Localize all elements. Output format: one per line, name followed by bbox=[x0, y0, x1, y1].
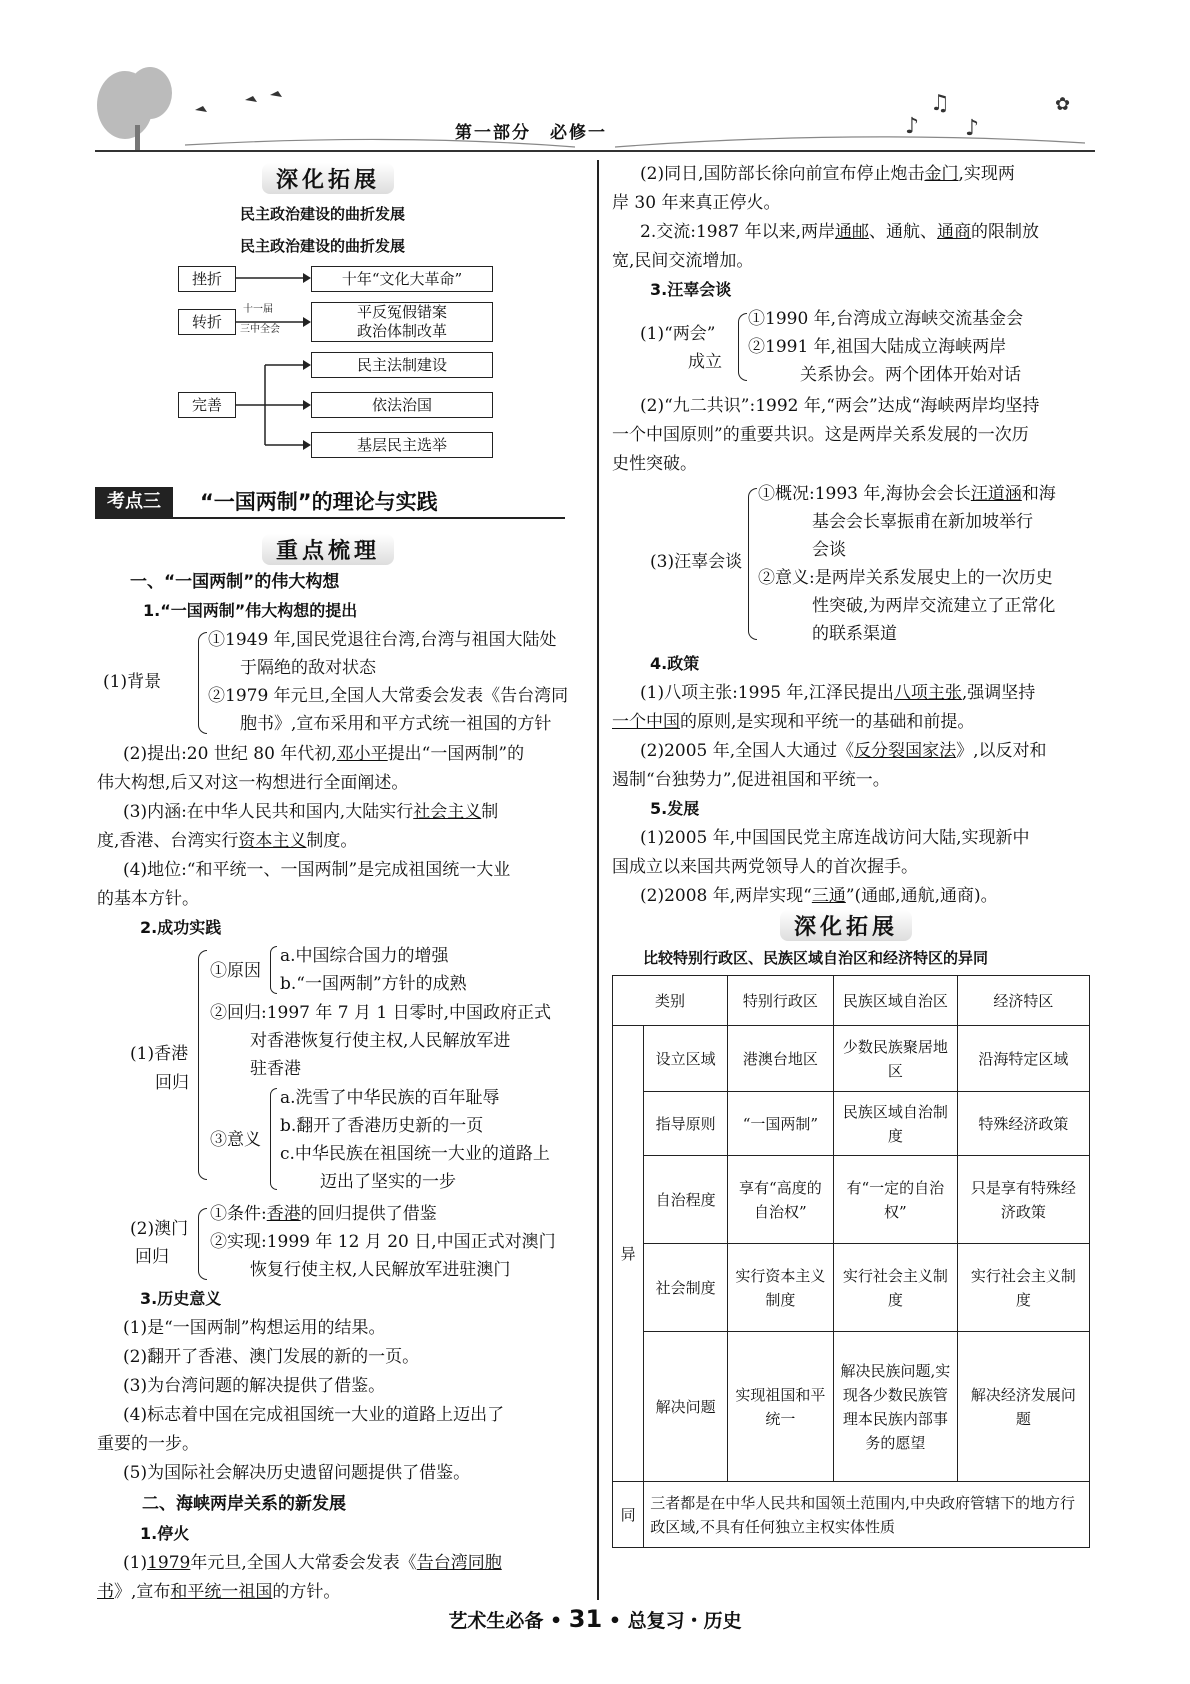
three-links: 三通 bbox=[811, 886, 846, 906]
row-label: 社会制度 bbox=[644, 1244, 728, 1332]
section-banner-deepen: 深化拓展 bbox=[262, 163, 394, 194]
table-title: 比较特别行政区、民族区域自治区和经济特区的异同 bbox=[643, 949, 989, 967]
flow-text-rehabilitate: 平反冤假错案 bbox=[356, 303, 447, 321]
hk-sig-b: b.翻开了香港历史新的一页 bbox=[280, 1116, 484, 1136]
bg-item-1a: ①1949 年,国民党退往台湾,台湾与祖国大陆处 bbox=[208, 630, 557, 650]
flow-node-improve: 完善 bbox=[178, 392, 236, 418]
status-line-2: 的基本方针。 bbox=[97, 889, 199, 909]
brace-hk-reason bbox=[270, 946, 277, 994]
consensus-2: 一个中国原则”的重要共识。这是两岸关系发展的一次历 bbox=[612, 425, 1029, 445]
talks-meaning-1: ②意义:是两岸关系发展史上的一次历史 bbox=[758, 568, 1053, 588]
svg-text:✿: ✿ bbox=[1055, 94, 1071, 115]
arrow-label-session-b: 三中全会 bbox=[240, 324, 280, 335]
svg-text:♪: ♪ bbox=[905, 114, 920, 139]
flow-node-cultural-revolution: 十年“文化大革命” bbox=[311, 266, 493, 292]
table-header-row bbox=[613, 976, 1090, 1026]
ceasefire-text-4: 的方针。 bbox=[272, 1582, 341, 1602]
brace-hk-significance bbox=[270, 1088, 277, 1190]
macau-realize-1: ②实现:1999 年 12 月 20 日,中国正式对澳门 bbox=[210, 1232, 556, 1252]
table-row bbox=[613, 1332, 1090, 1482]
diff-label: 异 bbox=[613, 1026, 644, 1482]
row-label: 设立区域 bbox=[644, 1026, 728, 1092]
svg-text:♪: ♪ bbox=[965, 116, 980, 141]
bg-item-2b: 胞书》,宣布采用和平方式统一祖国的方针 bbox=[240, 714, 552, 734]
letter-title: 告台湾同胞 bbox=[416, 1553, 502, 1573]
kaodian-tag: 考点三 bbox=[95, 487, 173, 517]
eight-points: 八项主张 bbox=[893, 683, 962, 703]
talks-overview-cont: 和海 bbox=[1021, 484, 1056, 504]
macau-condition bbox=[210, 1200, 437, 1228]
brace-talks bbox=[748, 488, 757, 640]
flow-subtitle-1: 民主政治建设的曲折发展 bbox=[240, 205, 406, 223]
hk-sig-a: a.洗雪了中华民族的百年耻辱 bbox=[280, 1088, 500, 1108]
hk-sig-c1: c.中华民族在祖国统一大业的道路上 bbox=[280, 1144, 550, 1164]
flow-node-grassroots: 基层民主选举 bbox=[311, 432, 493, 458]
cell: 解决民族问题,实现各少数民族管理本民族内部事务的愿望 bbox=[833, 1332, 957, 1482]
significance-4b: 重要的一步。 bbox=[97, 1434, 199, 1454]
arrow-label-session-a: 十一届 bbox=[243, 304, 273, 315]
header-ethnic: 民族区域自治区 bbox=[833, 976, 957, 1026]
macau-label-2: 回归 bbox=[135, 1247, 169, 1267]
cell: 少数民族聚居地区 bbox=[833, 1026, 957, 1092]
cell: 实行社会主义制度 bbox=[957, 1244, 1089, 1332]
consensus-1: (2)“九二共识”:1992 年,“两会”达成“海峡两岸均坚持 bbox=[640, 396, 1040, 416]
hk-sig-c2: 迈出了坚实的一步 bbox=[320, 1172, 456, 1192]
capitalism: 资本主义 bbox=[238, 831, 307, 851]
hk-return-3: 驻香港 bbox=[250, 1059, 301, 1079]
cell: 沿海特定区域 bbox=[957, 1026, 1089, 1092]
footer-right: 总复习・历史 bbox=[627, 1610, 742, 1632]
policy-2-line-2: 遏制“台独势力”,促进祖国和平统一。 bbox=[612, 770, 890, 790]
flow-node-setback: 挫折 bbox=[178, 266, 236, 292]
hk-return-1: ②回归:1997 年 7 月 1 日零时,中国政府正式 bbox=[210, 1003, 552, 1023]
hk-significance-label: ③意义 bbox=[210, 1130, 261, 1150]
policy-1-text: (1)八项主张:1995 年,江泽民提出 bbox=[640, 683, 894, 703]
cell: 特殊经济政策 bbox=[957, 1092, 1089, 1156]
flow-node-legal: 民主法制建设 bbox=[311, 352, 493, 378]
heading-wang-koo: 3.汪辜会谈 bbox=[650, 280, 732, 299]
proposal-line-1 bbox=[123, 740, 524, 768]
hk-label-2: 回归 bbox=[155, 1073, 189, 1093]
cell: 享有“高度的自治权” bbox=[727, 1156, 833, 1244]
policy-1-line-2 bbox=[612, 708, 974, 736]
trade: 通商 bbox=[937, 222, 972, 242]
proposal-line-2: 伟大构想,后又对这一构想进行全面阐述。 bbox=[97, 773, 409, 793]
ceasefire-text-2: 年元旦,全国人大常委会发表《 bbox=[190, 1553, 417, 1573]
footer: 艺术生必备 • 31 • 总复习・历史 bbox=[448, 1605, 742, 1633]
talks-meaning-3: 的联系渠道 bbox=[812, 624, 897, 644]
talks-label: (3)汪辜会谈 bbox=[650, 552, 743, 572]
header-sar: 特别行政区 bbox=[727, 976, 833, 1026]
header-rule bbox=[95, 150, 1095, 152]
exchange-line-2: 宽,民间交流增加。 bbox=[612, 251, 754, 271]
section-banner-key-points: 重点梳理 bbox=[262, 534, 394, 565]
exchange-line-1 bbox=[640, 218, 1039, 246]
column-divider bbox=[597, 160, 599, 1600]
peaceful-reunification: 和平统一祖国 bbox=[170, 1582, 273, 1602]
proposal-text: (2)提出:20 世纪 80 年代初, bbox=[123, 744, 337, 764]
letter-title-end: 书 bbox=[97, 1582, 114, 1602]
ceasefire-text: (1) bbox=[123, 1553, 148, 1573]
status-line-1: (4)地位:“和平统一、一国两制”是完成祖国统一大业 bbox=[123, 860, 511, 880]
talks-overview-text: ①概况:1993 年,海协会会长 bbox=[758, 484, 971, 504]
policy-1-line-1 bbox=[640, 679, 1035, 707]
header-decoration bbox=[95, 55, 1095, 163]
hong-kong: 香港 bbox=[266, 1204, 301, 1224]
page-number: 31 bbox=[568, 1605, 603, 1633]
exchange-text-2: 、通航、 bbox=[869, 222, 938, 242]
table-row bbox=[613, 1156, 1090, 1244]
development-1a: (1)2005 年,中国国民党主席连战访问大陆,实现新中 bbox=[640, 828, 1030, 848]
ceasefire-2-text: (2)同日,国防部长徐向前宣布停止炮击 bbox=[640, 164, 925, 184]
policy-2-cont: 》,以反对和 bbox=[956, 741, 1047, 761]
svg-text:♫: ♫ bbox=[930, 91, 950, 116]
two-orgs-label-1: (1)“两会” bbox=[640, 324, 716, 344]
policy-2-text: (2)2005 年,全国人大通过《 bbox=[640, 741, 855, 761]
table-row bbox=[613, 1026, 1090, 1092]
hk-reason-a: a.中国综合国力的增强 bbox=[280, 946, 449, 966]
bg-item-1b: 于隔绝的敌对状态 bbox=[240, 658, 376, 678]
ceasefire-line-2 bbox=[97, 1578, 340, 1606]
bg-item-2a: ②1979 年元旦,全国人大常委会发表《告台湾同 bbox=[208, 686, 569, 706]
development-2-text: (2)2008 年,两岸实现“ bbox=[640, 886, 812, 906]
cell: “一国两制” bbox=[727, 1092, 833, 1156]
hk-reason-b: b.“一国两制”方针的成熟 bbox=[280, 974, 467, 994]
cell: 实行资本主义制度 bbox=[727, 1244, 833, 1332]
development-2-cont: ”(通邮,通航,通商)。 bbox=[845, 886, 998, 906]
content-text-end: 制度。 bbox=[306, 831, 358, 851]
macau-label-1: (2)澳门 bbox=[130, 1219, 189, 1239]
policy-2-line-1 bbox=[640, 737, 1047, 765]
macau-realize-2: 恢复行使主权,人民解放军进驻澳门 bbox=[250, 1260, 511, 1280]
table-row bbox=[613, 1244, 1090, 1332]
footer-left: 艺术生必备 bbox=[448, 1610, 544, 1632]
heading-cross-strait: 二、海峡两岸关系的新发展 bbox=[142, 1494, 346, 1514]
cell: 解决经济发展问题 bbox=[957, 1332, 1089, 1482]
proposal-text-cont: 提出“一国两制”的 bbox=[387, 744, 525, 764]
content-text-2: 度,香港、台湾实行 bbox=[97, 831, 239, 851]
flow-node-rule-of-law: 依法治国 bbox=[311, 392, 493, 418]
cell: 民族区域自治制度 bbox=[833, 1092, 957, 1156]
one-china: 一个中国 bbox=[612, 712, 680, 732]
postal: 通邮 bbox=[835, 222, 870, 242]
heading-development: 5.发展 bbox=[650, 799, 700, 818]
ceasefire-2-cont: ,实现两 bbox=[958, 164, 1015, 184]
ceasefire-2-line-1 bbox=[640, 160, 1015, 188]
exchange-text-3: 的限制放 bbox=[971, 222, 1040, 242]
section-banner-deepen-2: 深化拓展 bbox=[780, 910, 912, 941]
significance-5: (5)为国际社会解决历史遗留问题提供了借鉴。 bbox=[123, 1463, 471, 1483]
cell: 只是享有特殊经济政策 bbox=[957, 1156, 1089, 1244]
header-category: 类别 bbox=[613, 976, 728, 1026]
development-1b: 国成立以来国共两党领导人的首次握手。 bbox=[612, 857, 918, 877]
socialism: 社会主义 bbox=[413, 802, 482, 822]
macau-condition-text: ①条件: bbox=[210, 1204, 267, 1224]
talks-overview-3: 会谈 bbox=[812, 540, 846, 560]
content-line-1 bbox=[123, 798, 498, 826]
heading-policy: 4.政策 bbox=[650, 654, 700, 673]
table-row bbox=[613, 1092, 1090, 1156]
cell: 实现祖国和平统一 bbox=[727, 1332, 833, 1482]
macau-condition-cont: 的回归提供了借鉴 bbox=[300, 1204, 437, 1224]
consensus-3: 史性突破。 bbox=[612, 454, 697, 474]
same-text: 三者都是在中华人民共和国领土范围内,中央政府管辖下的地方行政区域,不具有任何独立主权实体性质 bbox=[644, 1482, 1090, 1548]
significance-2: (2)翻开了香港、澳门发展的新的一页。 bbox=[123, 1347, 420, 1367]
brace-background bbox=[198, 632, 207, 734]
heading-proposal: 1.“一国两制”伟大构想的提出 bbox=[143, 601, 358, 620]
brace-two-orgs bbox=[738, 313, 747, 381]
cell: 港澳台地区 bbox=[727, 1026, 833, 1092]
two-orgs-label-2: 成立 bbox=[688, 352, 722, 372]
cell: 有“一定的自治权” bbox=[833, 1156, 957, 1244]
brace-macau bbox=[198, 1208, 207, 1280]
development-2 bbox=[640, 882, 998, 910]
kinmen: 金门 bbox=[924, 164, 959, 184]
heading-significance: 3.历史意义 bbox=[140, 1289, 222, 1308]
comparison-table bbox=[612, 975, 1090, 1548]
talks-meaning-2: 性突破,为两岸交流建立了正常化 bbox=[812, 596, 1056, 616]
hk-reason-label: ①原因 bbox=[210, 961, 261, 981]
cell: 实行社会主义制度 bbox=[833, 1244, 957, 1332]
kaodian-title: “一国两制”的理论与实践 bbox=[200, 490, 438, 514]
background-label: (1)背景 bbox=[103, 672, 162, 692]
row-label: 指导原则 bbox=[644, 1092, 728, 1156]
heading-ceasefire: 1.停火 bbox=[140, 1524, 190, 1543]
flow-subtitle-2: 民主政治建设的曲折发展 bbox=[240, 237, 406, 255]
same-label: 同 bbox=[613, 1482, 644, 1548]
content-text: (3)内涵:在中华人民共和国内,大陆实行 bbox=[123, 802, 414, 822]
ceasefire-line-1 bbox=[123, 1549, 502, 1577]
anti-secession-law: 反分裂国家法 bbox=[854, 741, 957, 761]
significance-1: (1)是“一国两制”构想运用的结果。 bbox=[123, 1318, 386, 1338]
policy-1-cont: ,强调坚持 bbox=[961, 683, 1036, 703]
header-title: 第一部分 必修一 bbox=[455, 123, 607, 143]
row-label: 自治程度 bbox=[644, 1156, 728, 1244]
wang-daohan: 汪道涵 bbox=[970, 484, 1022, 504]
flow-text-political-reform: 政治体制改革 bbox=[356, 322, 447, 340]
exchange-text: 2.交流:1987 年以来,两岸 bbox=[640, 222, 836, 242]
ceasefire-text-3: 》,宣布 bbox=[114, 1582, 171, 1602]
flow-node-reform bbox=[311, 302, 493, 342]
brace-hk bbox=[198, 950, 207, 1180]
table-row-same bbox=[613, 1482, 1090, 1548]
content-line-2 bbox=[97, 827, 357, 855]
heading-concept: 一、“一国两制”的伟大构想 bbox=[130, 572, 340, 592]
hk-label-1: (1)香港 bbox=[130, 1044, 189, 1064]
deng-xiaoping: 邓小平 bbox=[336, 744, 388, 764]
significance-3: (3)为台湾问题的解决提供了借鉴。 bbox=[123, 1376, 386, 1396]
row-label: 解决问题 bbox=[644, 1332, 728, 1482]
talks-overview-2: 基会会长辜振甫在新加坡举行 bbox=[812, 512, 1033, 532]
talks-overview-1 bbox=[758, 480, 1056, 508]
policy-1-end: 的原则,是实现和平统一的基础和前提。 bbox=[680, 712, 975, 732]
content-text-cont: 制 bbox=[481, 802, 499, 822]
ceasefire-2-line-2: 岸 30 年来真正停火。 bbox=[612, 193, 781, 213]
significance-4a: (4)标志着中国在完成祖国统一大业的道路上迈出了 bbox=[123, 1405, 505, 1425]
two-orgs-1: ①1990 年,台湾成立海峡交流基金会 bbox=[748, 309, 1024, 329]
header-sez: 经济特区 bbox=[957, 976, 1089, 1026]
two-orgs-2a: ②1991 年,祖国大陆成立海峡两岸 bbox=[748, 337, 1007, 357]
two-orgs-2b: 关系协会。两个团体开始对话 bbox=[800, 365, 1021, 385]
hk-return-2: 对香港恢复行使主权,人民解放军进 bbox=[250, 1031, 511, 1051]
year-1979: 1979 bbox=[147, 1553, 191, 1573]
heading-practice: 2.成功实践 bbox=[140, 918, 222, 937]
flow-node-turn: 转折 bbox=[178, 309, 236, 335]
